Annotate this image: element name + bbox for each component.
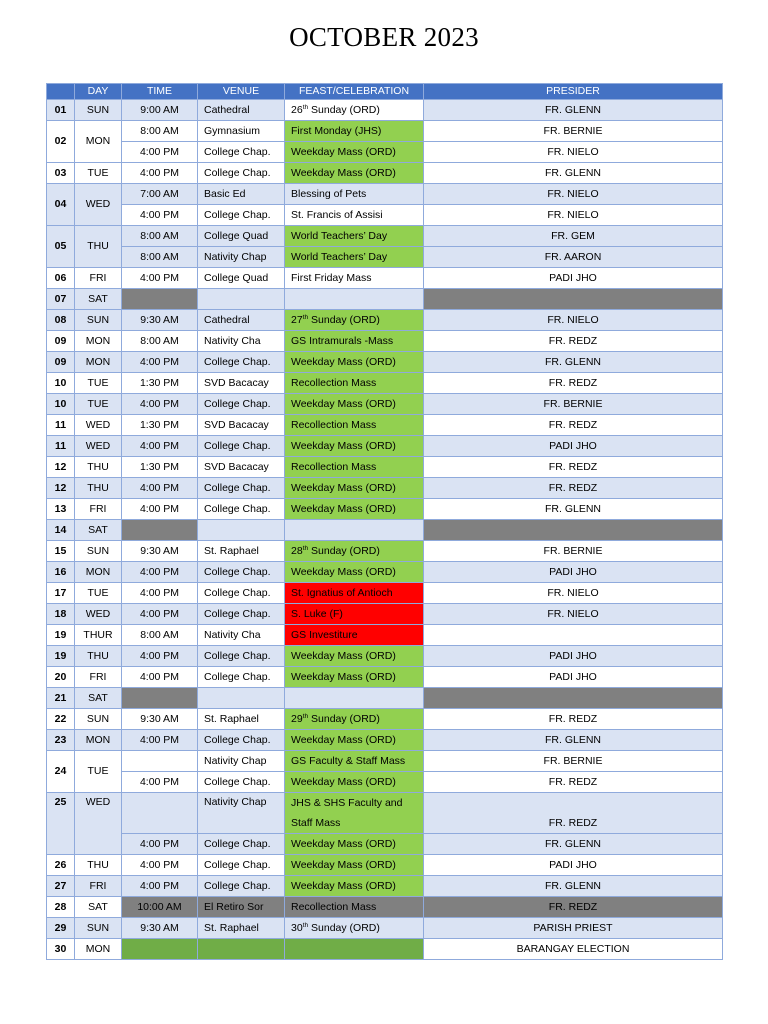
presider: FR. REDZ (424, 897, 723, 918)
time: 4:00 PM (122, 163, 198, 184)
presider: FR. NIELO (424, 310, 723, 331)
venue: College Quad (198, 268, 285, 289)
venue: College Chap. (198, 142, 285, 163)
feast: Weekday Mass (ORD) (285, 834, 424, 855)
table-row (47, 709, 723, 730)
time (122, 793, 198, 834)
weekday: SAT (75, 289, 122, 310)
venue: College Chap. (198, 667, 285, 688)
venue: College Chap. (198, 499, 285, 520)
presider: FR. GLENN (424, 352, 723, 373)
date-number: 18 (47, 604, 75, 625)
venue: College Chap. (198, 646, 285, 667)
date-number: 04 (47, 184, 75, 226)
venue: El Retiro Sor (198, 897, 285, 918)
venue (198, 289, 285, 310)
table-row (47, 730, 723, 751)
presider: FR. NIELO (424, 205, 723, 226)
presider (424, 625, 723, 646)
time: 4:00 PM (122, 352, 198, 373)
date-number: 01 (47, 100, 75, 121)
date-number: 29 (47, 918, 75, 939)
venue: Nativity Chap (198, 247, 285, 268)
date-number: 11 (47, 436, 75, 457)
feast: GS Intramurals -Mass (285, 331, 424, 352)
date-number: 05 (47, 226, 75, 268)
weekday: FRI (75, 876, 122, 897)
header-num (47, 84, 75, 100)
presider (424, 520, 723, 541)
venue: College Chap. (198, 876, 285, 897)
time: 4:00 PM (122, 730, 198, 751)
venue: College Chap. (198, 436, 285, 457)
header-row (47, 84, 723, 100)
venue: Nativity Chap (198, 751, 285, 772)
presider: FR. AARON (424, 247, 723, 268)
time: 9:30 AM (122, 709, 198, 730)
venue: Cathedral (198, 100, 285, 121)
feast: Weekday Mass (ORD) (285, 772, 424, 793)
presider: FR. BERNIE (424, 751, 723, 772)
feast-ordinal: 30 (291, 921, 303, 934)
feast: Recollection Mass (285, 415, 424, 436)
feast: Weekday Mass (ORD) (285, 436, 424, 457)
weekday: WED (75, 793, 122, 855)
weekday: MON (75, 121, 122, 163)
feast: St. Ignatius of Antioch (285, 583, 424, 604)
feast: Recollection Mass (285, 897, 424, 918)
feast-text: Sunday (ORD) (308, 712, 380, 725)
table-row (47, 415, 723, 436)
table-row (47, 876, 723, 897)
feast-ordinal: 26 (291, 103, 303, 116)
venue: Nativity Cha (198, 331, 285, 352)
time: 1:30 PM (122, 457, 198, 478)
table-row (47, 352, 723, 373)
venue: College Chap. (198, 163, 285, 184)
date-number: 10 (47, 373, 75, 394)
time: 4:00 PM (122, 562, 198, 583)
presider: FR. REDZ (424, 709, 723, 730)
feast: Weekday Mass (ORD) (285, 352, 424, 373)
date-number: 25 (47, 793, 75, 855)
table-row (47, 205, 723, 226)
date-number: 03 (47, 163, 75, 184)
venue: Basic Ed (198, 184, 285, 205)
table-row (47, 939, 723, 960)
time: 1:30 PM (122, 415, 198, 436)
feast: Weekday Mass (ORD) (285, 876, 424, 897)
header-venue: VENUE (198, 84, 285, 100)
weekday: MON (75, 562, 122, 583)
header-feast: FEAST/CELEBRATION (285, 84, 424, 100)
feast: Blessing of Pets (285, 184, 424, 205)
feast: Weekday Mass (ORD) (285, 646, 424, 667)
time (122, 520, 198, 541)
table-row (47, 772, 723, 793)
venue: College Chap. (198, 478, 285, 499)
date-number: 12 (47, 457, 75, 478)
weekday: FRI (75, 268, 122, 289)
table-row (47, 100, 723, 121)
table-row (47, 751, 723, 772)
time: 4:00 PM (122, 268, 198, 289)
time: 4:00 PM (122, 142, 198, 163)
table-row (47, 268, 723, 289)
presider: FR. REDZ (424, 373, 723, 394)
presider: FR. REDZ (424, 331, 723, 352)
weekday: TUE (75, 583, 122, 604)
weekday: WED (75, 184, 122, 226)
weekday: SAT (75, 520, 122, 541)
feast: GS Investiture (285, 625, 424, 646)
feast-text: Sunday (ORD) (308, 103, 380, 116)
presider: FR. REDZ (424, 415, 723, 436)
presider (424, 688, 723, 709)
time: 8:00 AM (122, 331, 198, 352)
weekday: SUN (75, 709, 122, 730)
presider: FR. NIELO (424, 142, 723, 163)
time: 4:00 PM (122, 772, 198, 793)
date-number: 21 (47, 688, 75, 709)
weekday: MON (75, 730, 122, 751)
weekday: MON (75, 352, 122, 373)
presider: FR. GLENN (424, 100, 723, 121)
presider: PADI JHO (424, 436, 723, 457)
presider: BARANGAY ELECTION (424, 939, 723, 960)
feast: Weekday Mass (ORD) (285, 394, 424, 415)
date-number: 26 (47, 855, 75, 876)
time: 9:30 AM (122, 541, 198, 562)
feast-ordinal: 29 (291, 712, 303, 725)
time: 7:00 AM (122, 184, 198, 205)
date-number: 19 (47, 625, 75, 646)
date-number: 24 (47, 751, 75, 793)
feast (285, 688, 424, 709)
feast-ordinal-suffix: th (302, 103, 309, 111)
date-number: 27 (47, 876, 75, 897)
presider: PADI JHO (424, 855, 723, 876)
date-number: 08 (47, 310, 75, 331)
date-number: 12 (47, 478, 75, 499)
feast: Weekday Mass (ORD) (285, 142, 424, 163)
header-day: DAY (75, 84, 122, 100)
time (122, 939, 198, 960)
presider: PADI JHO (424, 667, 723, 688)
time: 4:00 PM (122, 834, 198, 855)
venue: St. Raphael (198, 918, 285, 939)
feast-ordinal-suffix: th (302, 712, 309, 720)
date-number: 30 (47, 939, 75, 960)
feast: Weekday Mass (ORD) (285, 499, 424, 520)
schedule-table (46, 83, 723, 960)
weekday: SUN (75, 541, 122, 562)
table-row (47, 163, 723, 184)
date-number: 19 (47, 646, 75, 667)
presider: FR. REDZ (424, 772, 723, 793)
venue: College Chap. (198, 394, 285, 415)
table-row (47, 688, 723, 709)
feast: GS Faculty & Staff Mass (285, 751, 424, 772)
time: 4:00 PM (122, 667, 198, 688)
feast-ordinal-suffix: th (302, 544, 309, 552)
table-row (47, 457, 723, 478)
venue: College Chap. (198, 205, 285, 226)
weekday: SUN (75, 100, 122, 121)
time: 9:30 AM (122, 918, 198, 939)
presider: PADI JHO (424, 562, 723, 583)
presider: FR. GLENN (424, 730, 723, 751)
table-row (47, 583, 723, 604)
feast (285, 918, 424, 939)
weekday: THU (75, 457, 122, 478)
time: 4:00 PM (122, 499, 198, 520)
weekday: TUE (75, 163, 122, 184)
feast-ordinal-suffix: th (302, 921, 309, 929)
table-row (47, 394, 723, 415)
table-row (47, 793, 723, 834)
venue: College Quad (198, 226, 285, 247)
venue: College Chap. (198, 352, 285, 373)
venue: Cathedral (198, 310, 285, 331)
feast: World Teachers’ Day (285, 247, 424, 268)
presider: FR. REDZ (424, 457, 723, 478)
venue: Gymnasium (198, 121, 285, 142)
feast (285, 520, 424, 541)
date-number: 20 (47, 667, 75, 688)
feast: S. Luke (F) (285, 604, 424, 625)
weekday: WED (75, 604, 122, 625)
table-row (47, 184, 723, 205)
time: 4:00 PM (122, 855, 198, 876)
date-number: 09 (47, 331, 75, 352)
date-number: 22 (47, 709, 75, 730)
time: 4:00 PM (122, 436, 198, 457)
table-row (47, 373, 723, 394)
feast: St. Francis of Assisi (285, 205, 424, 226)
presider (424, 289, 723, 310)
table-row (47, 855, 723, 876)
presider: FR. REDZ (424, 793, 723, 834)
date-number: 09 (47, 352, 75, 373)
feast: First Monday (JHS) (285, 121, 424, 142)
feast-text: Sunday (ORD) (308, 313, 380, 326)
venue: College Chap. (198, 562, 285, 583)
venue (198, 688, 285, 709)
feast: Weekday Mass (ORD) (285, 163, 424, 184)
feast (285, 100, 424, 121)
presider: FR. REDZ (424, 478, 723, 499)
feast: First Friday Mass (285, 268, 424, 289)
date-number: 11 (47, 415, 75, 436)
feast (285, 310, 424, 331)
table-row (47, 310, 723, 331)
time: 4:00 PM (122, 604, 198, 625)
table-row (47, 289, 723, 310)
venue: St. Raphael (198, 709, 285, 730)
weekday: THU (75, 855, 122, 876)
time: 8:00 AM (122, 226, 198, 247)
time: 9:30 AM (122, 310, 198, 331)
date-number: 23 (47, 730, 75, 751)
weekday: THUR (75, 625, 122, 646)
date-number: 15 (47, 541, 75, 562)
venue: College Chap. (198, 604, 285, 625)
date-number: 16 (47, 562, 75, 583)
date-number: 13 (47, 499, 75, 520)
weekday: FRI (75, 499, 122, 520)
feast-text: Sunday (ORD) (308, 921, 380, 934)
time: 4:00 PM (122, 646, 198, 667)
feast: Weekday Mass (ORD) (285, 667, 424, 688)
table-row (47, 646, 723, 667)
weekday: SAT (75, 897, 122, 918)
weekday: SAT (75, 688, 122, 709)
weekday: TUE (75, 394, 122, 415)
time: 4:00 PM (122, 583, 198, 604)
presider: FR. NIELO (424, 583, 723, 604)
venue: SVD Bacacay (198, 457, 285, 478)
weekday: THU (75, 478, 122, 499)
table-row (47, 331, 723, 352)
feast: Recollection Mass (285, 457, 424, 478)
table-row (47, 834, 723, 855)
weekday: SUN (75, 918, 122, 939)
date-number: 02 (47, 121, 75, 163)
venue: SVD Bacacay (198, 415, 285, 436)
feast (285, 289, 424, 310)
table-row (47, 142, 723, 163)
feast: Weekday Mass (ORD) (285, 855, 424, 876)
time: 10:00 AM (122, 897, 198, 918)
table-row (47, 897, 723, 918)
table-row (47, 667, 723, 688)
table-row (47, 604, 723, 625)
presider: FR. GLENN (424, 834, 723, 855)
time: 8:00 AM (122, 247, 198, 268)
venue (198, 939, 285, 960)
feast: Weekday Mass (ORD) (285, 478, 424, 499)
weekday: TUE (75, 751, 122, 793)
weekday: FRI (75, 667, 122, 688)
date-number: 14 (47, 520, 75, 541)
presider: PADI JHO (424, 646, 723, 667)
page-title: OCTOBER 2023 (289, 22, 479, 52)
table-row (47, 478, 723, 499)
venue: St. Raphael (198, 541, 285, 562)
venue: Nativity Cha (198, 625, 285, 646)
venue: College Chap. (198, 583, 285, 604)
date-number: 10 (47, 394, 75, 415)
weekday: THU (75, 646, 122, 667)
feast: JHS & SHS Faculty and Staff Mass (285, 793, 424, 834)
table-row (47, 541, 723, 562)
date-number: 28 (47, 897, 75, 918)
presider: FR. GLENN (424, 163, 723, 184)
table-row (47, 436, 723, 457)
table-row (47, 918, 723, 939)
table-row (47, 247, 723, 268)
feast (285, 541, 424, 562)
venue: Nativity Chap (198, 793, 285, 834)
time: 4:00 PM (122, 394, 198, 415)
feast-ordinal: 27 (291, 313, 303, 326)
time (122, 289, 198, 310)
venue: College Chap. (198, 834, 285, 855)
header-time: TIME (122, 84, 198, 100)
feast (285, 939, 424, 960)
table-row (47, 625, 723, 646)
presider: FR. BERNIE (424, 121, 723, 142)
presider: FR. NIELO (424, 604, 723, 625)
venue: SVD Bacacay (198, 373, 285, 394)
presider: FR. BERNIE (424, 541, 723, 562)
presider: FR. GEM (424, 226, 723, 247)
weekday: MON (75, 939, 122, 960)
date-number: 17 (47, 583, 75, 604)
feast-ordinal-suffix: th (302, 313, 309, 321)
time: 1:30 PM (122, 373, 198, 394)
weekday: WED (75, 436, 122, 457)
presider: FR. GLENN (424, 499, 723, 520)
feast (285, 709, 424, 730)
time: 4:00 PM (122, 205, 198, 226)
time: 9:00 AM (122, 100, 198, 121)
table-row (47, 226, 723, 247)
table-row (47, 562, 723, 583)
presider: FR. GLENN (424, 876, 723, 897)
venue: College Chap. (198, 855, 285, 876)
venue (198, 520, 285, 541)
date-number: 06 (47, 268, 75, 289)
date-number: 07 (47, 289, 75, 310)
time (122, 751, 198, 772)
feast: Weekday Mass (ORD) (285, 562, 424, 583)
weekday: WED (75, 415, 122, 436)
venue: College Chap. (198, 730, 285, 751)
presider: PADI JHO (424, 268, 723, 289)
presider: PARISH PRIEST (424, 918, 723, 939)
feast-ordinal: 28 (291, 544, 303, 557)
header-presider: PRESIDER (424, 84, 723, 100)
weekday: SUN (75, 310, 122, 331)
table-row (47, 520, 723, 541)
time: 4:00 PM (122, 876, 198, 897)
weekday: THU (75, 226, 122, 268)
feast: Weekday Mass (ORD) (285, 730, 424, 751)
weekday: TUE (75, 373, 122, 394)
feast-text: Sunday (ORD) (308, 544, 380, 557)
venue: College Chap. (198, 772, 285, 793)
presider: FR. NIELO (424, 184, 723, 205)
table-row (47, 499, 723, 520)
feast: World Teachers’ Day (285, 226, 424, 247)
weekday: MON (75, 331, 122, 352)
time: 4:00 PM (122, 478, 198, 499)
time: 8:00 AM (122, 625, 198, 646)
feast: Recollection Mass (285, 373, 424, 394)
time: 8:00 AM (122, 121, 198, 142)
presider: FR. BERNIE (424, 394, 723, 415)
time (122, 688, 198, 709)
table-row (47, 121, 723, 142)
